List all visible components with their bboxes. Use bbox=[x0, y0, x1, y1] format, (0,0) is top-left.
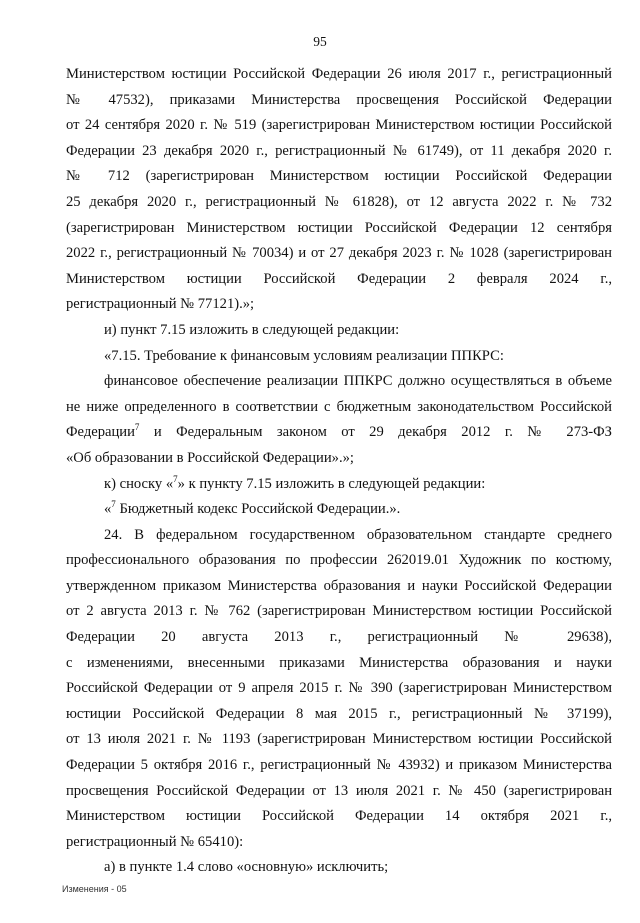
text-fragment: Бюджетный кодекс Российской Федерации.». bbox=[115, 501, 401, 518]
text-line: не ниже определенного в соответствии с бюджетным законодательством Российской bbox=[66, 398, 612, 415]
text-fragment: Федерации bbox=[66, 424, 135, 441]
amendment-item-i: и) пункт 7.15 изложить в следующей редакции: bbox=[104, 321, 400, 338]
text-fragment: « bbox=[104, 501, 112, 518]
text-line-with-footnote bbox=[66, 420, 612, 446]
text-line: финансовое обеспечение реализации ППКРС должно осуществляться в объеме bbox=[104, 373, 612, 390]
text-line: от 24 сентября 2020 г. № 519 (зарегистрирован Министерством юстиции Российской bbox=[66, 117, 612, 134]
text-line: 25 декабря 2020 г., регистрационный № 61828), от 12 августа 2022 г. № 732 bbox=[66, 193, 612, 210]
clause-heading-7-15: «7.15. Требование к финансовым условиям реализации ППКРС: bbox=[104, 347, 504, 364]
text-line: Федерации 23 декабря 2020 г., регистрационный № 61749), от 11 декабря 2020 г. bbox=[66, 142, 612, 159]
amendment-item-k bbox=[66, 472, 612, 498]
text-line: Федерации 5 октября 2016 г., регистрационный № 43932) и приказом Министерства bbox=[66, 757, 612, 774]
document-body bbox=[66, 62, 612, 881]
text-line: просвещения Российской Федерации от 13 июля 2021 г. № 450 (зарегистрирован bbox=[66, 782, 612, 799]
text-line: профессионального образования по профессии 262019.01 Художник по костюму, bbox=[66, 552, 612, 569]
text-line: от 2 августа 2013 г. № 762 (зарегистрирован Министерством юстиции Российской bbox=[66, 603, 612, 620]
footnote-marker: 7 bbox=[134, 422, 140, 433]
text-line: Российской Федерации от 9 апреля 2015 г. № 390 (зарегистрирован Министерством bbox=[66, 680, 612, 697]
text-fragment: » к пункту 7.15 изложить в следующей редакции: bbox=[177, 475, 486, 492]
text-line: Министерством юстиции Российской Федерации 2 февраля 2024 г., bbox=[66, 270, 612, 287]
page-number: 95 bbox=[313, 34, 327, 49]
footnote-marker: 7 bbox=[111, 499, 116, 510]
text-line: юстиции Российской Федерации 8 мая 2015 г., регистрационный № 37199), bbox=[66, 705, 612, 722]
section-24-start: 24. В федеральном государственном образовательном стандарте среднего bbox=[104, 526, 612, 543]
text-line: Министерством юстиции Российской Федерации 14 октября 2021 г., bbox=[66, 808, 612, 825]
text-line: утвержденном приказом Министерства образования и науки Российской Федерации bbox=[66, 577, 612, 594]
text-line: № 47532), приказами Министерства просвещения Российской Федерации bbox=[66, 91, 612, 108]
amendment-item-a: а) в пункте 1.4 слово «основную» исключить; bbox=[104, 859, 389, 876]
footer-label: Изменения - 05 bbox=[62, 884, 127, 894]
text-fragment: и Федеральным законом от 29 декабря 2012 г. № 273-ФЗ bbox=[139, 424, 612, 441]
footnote-text bbox=[66, 497, 612, 523]
text-line: № 712 (зарегистрирован Министерством юстиции Российской Федерации bbox=[66, 168, 612, 185]
text-fragment: к) сноску « bbox=[104, 475, 174, 492]
footnote-marker: 7 bbox=[173, 473, 178, 484]
text-line: 2022 г., регистрационный № 70034) и от 27 декабря 2023 г. № 1028 (зарегистрирован bbox=[66, 245, 612, 262]
text-line: Федерации 20 августа 2013 г., регистрационный № 29638), bbox=[66, 629, 612, 646]
text-line: Министерством юстиции Российской Федерации 26 июля 2017 г., регистрационный bbox=[66, 66, 612, 82]
text-line: «Об образовании в Российской Федерации».»; bbox=[66, 449, 354, 466]
text-line: с изменениями, внесенными приказами Министерства образования и науки bbox=[66, 654, 612, 671]
text-line: регистрационный № 77121).»; bbox=[66, 296, 255, 313]
text-line: от 13 июля 2021 г. № 1193 (зарегистрирован Министерством юстиции Российской bbox=[66, 731, 612, 748]
text-line: регистрационный № 65410): bbox=[66, 833, 244, 850]
text-line: (зарегистрирован Министерством юстиции Российской Федерации 12 сентября bbox=[66, 219, 612, 236]
